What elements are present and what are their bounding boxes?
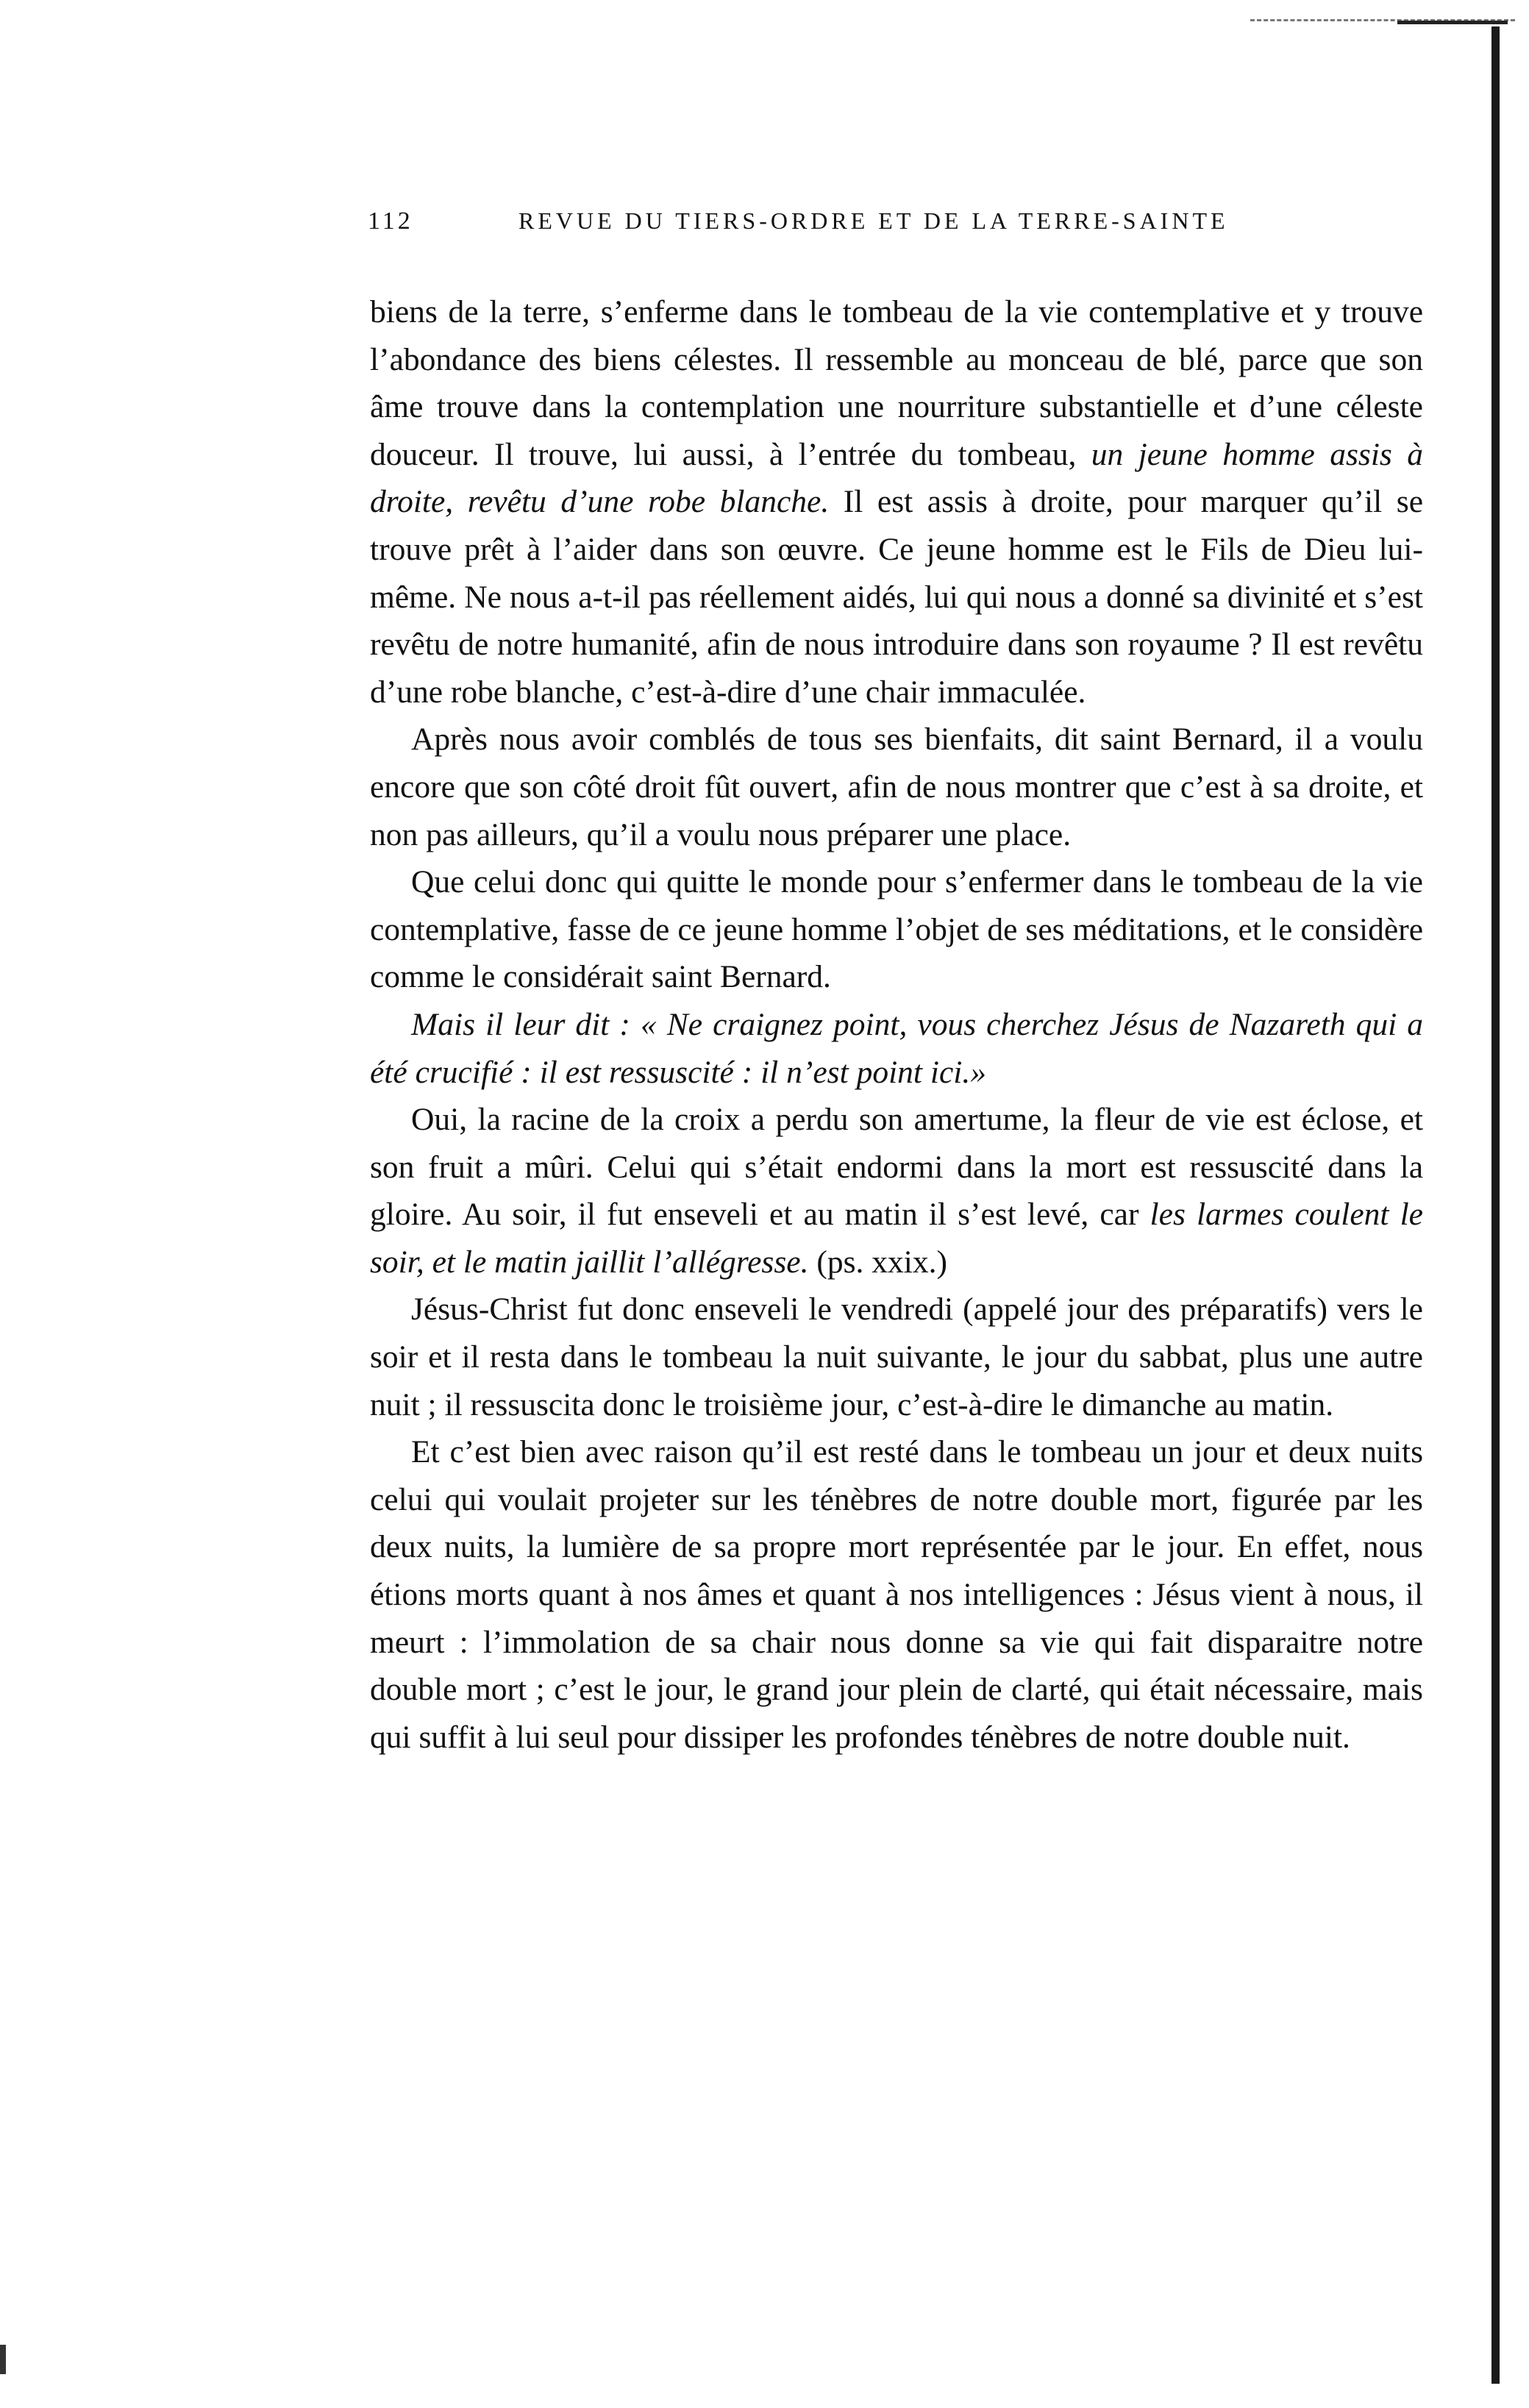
paragraph bbox=[370, 1096, 1423, 1286]
paragraph bbox=[370, 1001, 1423, 1096]
text-segment: biens de la terre, s’enferme dans le tombeau de la vie contemplative et y trouve l’abondance des biens célestes. Il ressemble au monceau de blé, parce que son âme trouve dans la contemplation une nourriture substantielle et d’une céleste douceur. Il trouve, lui aussi, à l’entrée du tombeau, bbox=[370, 294, 1423, 472]
italic-text: les larmes coulent le soir, et le matin jaillit l’allégresse. bbox=[370, 1197, 1423, 1280]
text-segment: Jésus-Christ fut donc enseveli le vendredi (appelé jour des préparatifs) vers le soir et il resta dans le tombeau la nuit suivante, le jour du sabbat, plus une autre nuit ; il ressuscita donc le troisième jour, c’est-à-dire le dimanche au matin. bbox=[370, 1292, 1423, 1422]
text-segment: Et c’est bien avec raison qu’il est resté dans le tombeau un jour et deux nuits celui qui voulait projeter sur les ténèbres de notre double mort, figurée par les deux nuits, la lumière de sa propre mort représentée par le jour. En effet, nous étions morts quant à nos âmes et quant à nos intelligences : Jésus vient à nous, il meurt : l’immolation de sa chair nous donne sa vie qui fait disparaitre notre double mort ; c’est le jour, le grand jour plein de clarté, qui était nécessaire, mais qui suffit à lui seul pour dissiper les profondes ténèbres de notre double nuit. bbox=[370, 1434, 1423, 1755]
text-segment: Que celui donc qui quitte le monde pour s’enfermer dans le tombeau de la vie contemplative, fasse de ce jeune homme l’objet de ses méditations, et le considère comme le considérait saint Bernard. bbox=[370, 864, 1423, 995]
page-header bbox=[368, 207, 1324, 252]
italic-text: Mais il leur dit : « Ne craignez point, vous cherchez Jésus de Nazareth qui a été crucifié : il est ressuscité : il n’est point ici.» bbox=[370, 1006, 1423, 1090]
paragraph bbox=[370, 288, 1423, 716]
running-title: REVUE DU TIERS-ORDRE ET DE LA TERRE-SAINTE bbox=[518, 207, 1229, 234]
scan-edge-right bbox=[1491, 26, 1500, 2384]
paragraph bbox=[370, 858, 1423, 1001]
text-segment: (ps. xxix.) bbox=[808, 1244, 947, 1280]
italic-text: un jeune homme assis à droite, revêtu d’une robe blanche. bbox=[370, 436, 1423, 520]
paragraph bbox=[370, 1286, 1423, 1428]
text-segment: Après nous avoir comblés de tous ses bienfaits, dit saint Bernard, il a voulu encore que son côté droit fût ouvert, afin de nous montrer que c’est à sa droite, et non pas ailleurs, qu’il a voulu nous préparer une place. bbox=[370, 722, 1423, 852]
body-text bbox=[370, 288, 1423, 1761]
paragraph bbox=[370, 1428, 1423, 1761]
text-segment: Il est assis à droite, pour marquer qu’il se trouve prêt à l’aider dans son œuvre. Ce jeune homme est le Fils de Dieu lui-même. Ne nous a-t-il pas réellement aidés, lui qui nous a donné sa divinité et s’est revêtu de notre humanité, afin de nous introduire dans son royaume ? Il est revêtu d’une robe blanche, c’est-à-dire d’une chair immaculée. bbox=[370, 484, 1423, 710]
text-segment: Oui, la racine de la croix a perdu son amertume, la fleur de vie est éclose, et son fruit a mûri. Celui qui s’était endormi dans la mort est ressuscité dans la gloire. Au soir, il fut enseveli et au matin il s’est levé, car bbox=[370, 1102, 1423, 1233]
page-number: 112 bbox=[368, 207, 413, 235]
paragraph bbox=[370, 716, 1423, 858]
scan-edge-bottom-left bbox=[0, 2345, 6, 2374]
scan-edge-top-corner bbox=[1397, 21, 1508, 24]
